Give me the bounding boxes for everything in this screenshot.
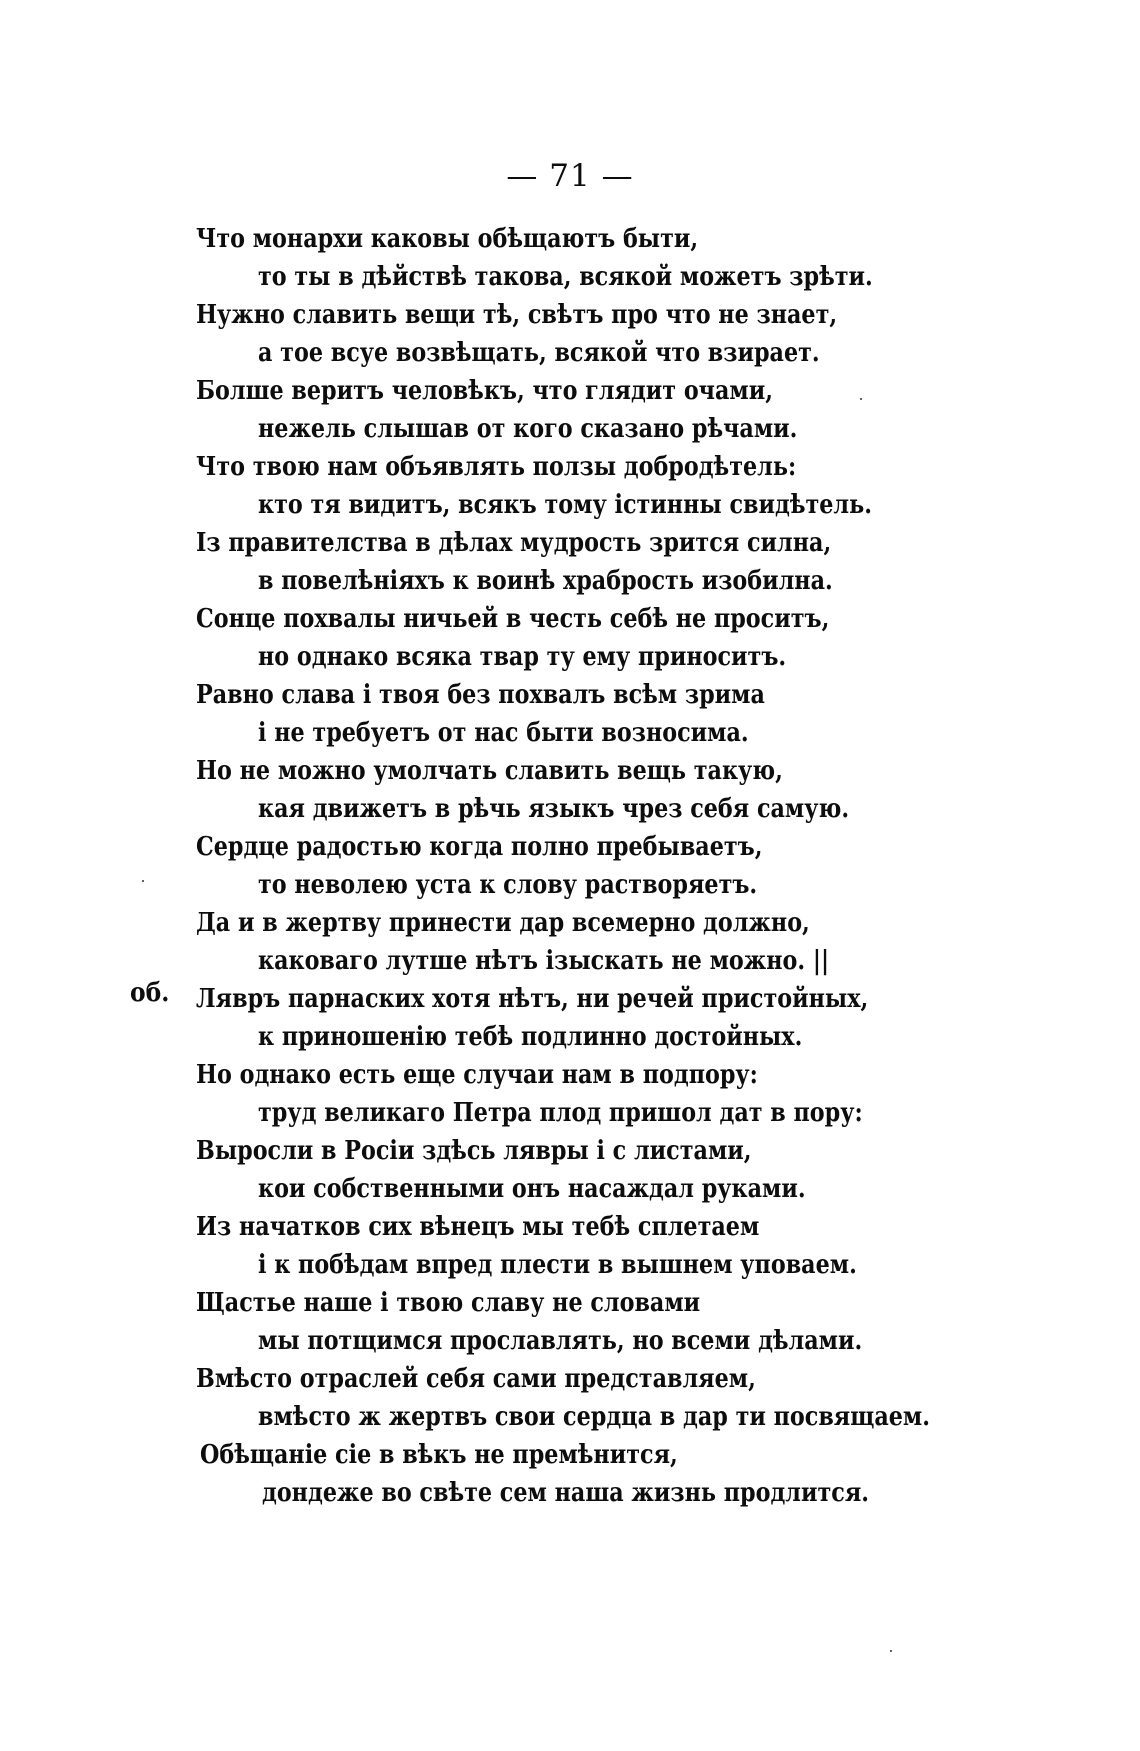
verse-line-26: кои собственными онъ насаждал руками. <box>258 1173 806 1204</box>
verse-line-19: Да и в жертву принести дар всемерно должно, <box>196 907 810 938</box>
verse-line-18: то неволею уста к слову растворяетъ. <box>258 869 758 900</box>
page-number: — 71 — <box>506 158 634 194</box>
verse-line-17: Сердце радостью когда полно пребываетъ, <box>196 831 763 862</box>
verse-line-2: то ты в дѣйствѣ такова, всякой можетъ зрѣти. <box>258 261 873 292</box>
verse-line-30: мы потщимся прославлять, но всеми дѣлами. <box>258 1325 863 1356</box>
verse-line-27: Из начатков сих вѣнецъ мы тебѣ сплетаем <box>196 1211 760 1242</box>
verse-line-14: і не требуетъ от нас быти возносима. <box>258 717 749 748</box>
margin-note-folio: об. <box>130 978 170 1008</box>
verse-line-24: труд великаго Петра плод пришол дат в пору: <box>258 1097 863 1128</box>
verse-line-3: Нужно славить вещи тѣ, свѣтъ про что не знает, <box>196 299 838 330</box>
verse-line-6: нежель слышав от кого сказано рѣчами. <box>258 413 798 444</box>
print-speck <box>142 880 144 882</box>
print-speck <box>860 398 862 400</box>
verse-line-28: і к побѣдам впред плести в вышнем уповаем. <box>258 1249 857 1280</box>
verse-line-9: Із правителства в дѣлах мудрость зрится силна, <box>196 527 832 558</box>
verse-line-34: дондеже во свѣте сем наша жизнь продлится. <box>262 1477 870 1508</box>
verse-line-29: Щастье наше і твою славу не словами <box>196 1287 701 1318</box>
print-speck <box>890 1650 892 1652</box>
verse-line-8: кто тя видитъ, всякъ тому істинны свидѣтель. <box>258 489 872 520</box>
verse-line-11: Сонце похвалы ничьей в честь себѣ не проситъ, <box>196 603 830 634</box>
verse-line-13: Равно слава і твоя без похвалъ всѣм зрима <box>196 679 765 710</box>
verse-line-16: кая движетъ в рѣчь языкъ чрез себя самую. <box>258 793 850 824</box>
verse-line-5: Болше веритъ человѣкъ, что глядит очами, <box>196 375 774 406</box>
verse-line-10: в повелѣніяхъ к воинѣ храбрость изобилна. <box>258 565 833 596</box>
verse-line-31: Вмѣсто отраслей себя сами представляем, <box>196 1363 756 1394</box>
verse-line-7: Что твою нам объявлять ползы добродѣтель: <box>196 451 797 482</box>
verse-line-15: Но не можно умолчать славить вещь такую, <box>196 755 783 786</box>
verse-line-22: к приношенію тебѣ подлинно достойных. <box>258 1021 803 1052</box>
verse-line-32: вмѣсто ж жертвъ свои сердца в дар ти посвящаем. <box>258 1401 930 1432</box>
verse-line-1: Что монархи каковы обѣщаютъ быти, <box>196 223 699 254</box>
verse-line-33: Обѣщаніе сіе в вѣкъ не премѣнится, <box>200 1439 678 1470</box>
verse-line-21: Лявръ парнаских хотя нѣтъ, ни речей пристойных, <box>196 983 869 1014</box>
verse-line-12: но однако всяка твар ту ему приноситъ. <box>258 641 787 672</box>
verse-line-20: каковаго лутше нѣтъ ізыскать не можно. || <box>258 945 830 976</box>
verse-line-23: Но однако есть еще случаи нам в подпору: <box>196 1059 758 1090</box>
verse-line-4: а тое всуе возвѣщать, всякой что взирает. <box>258 337 820 368</box>
verse-line-25: Выросли в Росіи здѣсь лявры і с листами, <box>196 1135 752 1166</box>
